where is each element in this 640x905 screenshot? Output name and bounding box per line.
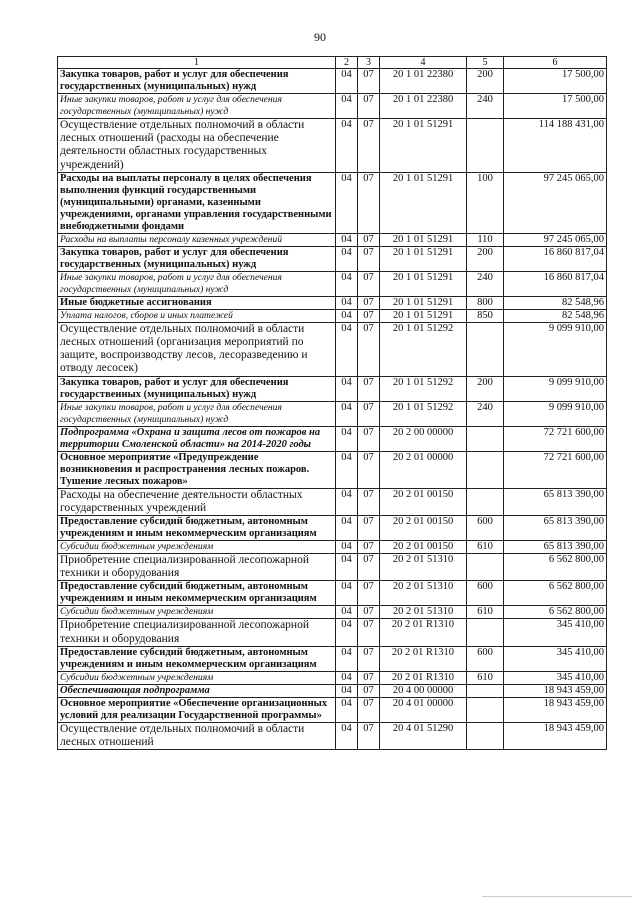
cell-subsection: 07 bbox=[358, 684, 380, 697]
scan-artifact-line bbox=[482, 896, 632, 897]
cell-target-article: 20 1 01 51291 bbox=[380, 296, 467, 309]
table-row bbox=[58, 451, 607, 488]
cell-name: Приобретение специализированной лесопожарной техники и оборудования bbox=[58, 619, 336, 646]
cell-expense-type: 200 bbox=[467, 376, 504, 401]
table-row bbox=[58, 697, 607, 722]
table-row bbox=[58, 488, 607, 515]
cell-name: Субсидии бюджетным учреждениям bbox=[58, 541, 336, 554]
table-row bbox=[58, 541, 607, 554]
cell-expense-type: 600 bbox=[467, 581, 504, 606]
cell-name: Иные закупки товаров, работ и услуг для обеспечения государственных (муниципальных) нужд bbox=[58, 94, 336, 119]
table-row bbox=[58, 271, 607, 296]
table-row bbox=[58, 671, 607, 684]
cell-section: 04 bbox=[336, 697, 358, 722]
cell-amount: 114 188 431,00 bbox=[504, 119, 607, 173]
cell-amount: 82 548,96 bbox=[504, 309, 607, 322]
cell-subsection: 07 bbox=[358, 69, 380, 94]
cell-name: Расходы на выплаты персоналу в целях обеспечения выполнения функций государственными (муниципальными) органами, казенными учреждениями, органами управления государственными внебюджетными фондами bbox=[58, 172, 336, 233]
cell-name: Обеспечивающая подпрограмма bbox=[58, 684, 336, 697]
cell-amount: 9 099 910,00 bbox=[504, 322, 607, 376]
cell-target-article: 20 2 01 51310 bbox=[380, 606, 467, 619]
header-cell-expense-type: 5 bbox=[467, 57, 504, 69]
cell-target-article: 20 1 01 51291 bbox=[380, 246, 467, 271]
cell-subsection: 07 bbox=[358, 451, 380, 488]
table-row bbox=[58, 322, 607, 376]
cell-subsection: 07 bbox=[358, 309, 380, 322]
cell-target-article: 20 2 01 51310 bbox=[380, 554, 467, 581]
cell-target-article: 20 4 01 00000 bbox=[380, 697, 467, 722]
table-row bbox=[58, 309, 607, 322]
cell-section: 04 bbox=[336, 451, 358, 488]
cell-section: 04 bbox=[336, 94, 358, 119]
cell-amount: 6 562 800,00 bbox=[504, 581, 607, 606]
cell-amount: 9 099 910,00 bbox=[504, 401, 607, 426]
cell-amount: 72 721 600,00 bbox=[504, 451, 607, 488]
cell-subsection: 07 bbox=[358, 296, 380, 309]
cell-section: 04 bbox=[336, 271, 358, 296]
cell-amount: 345 410,00 bbox=[504, 619, 607, 646]
cell-expense-type: 800 bbox=[467, 296, 504, 309]
cell-expense-type bbox=[467, 488, 504, 515]
cell-expense-type: 240 bbox=[467, 271, 504, 296]
cell-amount: 65 813 390,00 bbox=[504, 541, 607, 554]
cell-section: 04 bbox=[336, 376, 358, 401]
cell-subsection: 07 bbox=[358, 246, 380, 271]
cell-target-article: 20 1 01 51292 bbox=[380, 376, 467, 401]
cell-subsection: 07 bbox=[358, 581, 380, 606]
cell-subsection: 07 bbox=[358, 119, 380, 173]
cell-amount: 97 245 065,00 bbox=[504, 172, 607, 233]
cell-expense-type: 610 bbox=[467, 671, 504, 684]
cell-target-article: 20 2 01 R1310 bbox=[380, 619, 467, 646]
cell-amount: 18 943 459,00 bbox=[504, 684, 607, 697]
cell-section: 04 bbox=[336, 722, 358, 749]
cell-name: Осуществление отдельных полномочий в области лесных отношений (организация мероприятий по защите, воспроизводству лесов, лесоразведению и отводу лесосек) bbox=[58, 322, 336, 376]
cell-amount: 17 500,00 bbox=[504, 94, 607, 119]
cell-section: 04 bbox=[336, 119, 358, 173]
cell-name: Подпрограмма «Охрана и защита лесов от пожаров на территории Смоленской области» на 2014-2020 годы bbox=[58, 426, 336, 451]
cell-amount: 345 410,00 bbox=[504, 671, 607, 684]
cell-target-article: 20 4 01 51290 bbox=[380, 722, 467, 749]
cell-target-article: 20 2 01 00150 bbox=[380, 541, 467, 554]
cell-name: Предоставление субсидий бюджетным, автономным учреждениям и иным некоммерческим организациям bbox=[58, 516, 336, 541]
cell-expense-type: 850 bbox=[467, 309, 504, 322]
cell-target-article: 20 2 01 00000 bbox=[380, 451, 467, 488]
cell-name: Предоставление субсидий бюджетным, автономным учреждениям и иным некоммерческим организациям bbox=[58, 646, 336, 671]
cell-subsection: 07 bbox=[358, 697, 380, 722]
cell-section: 04 bbox=[336, 426, 358, 451]
cell-expense-type: 200 bbox=[467, 246, 504, 271]
cell-target-article: 20 1 01 51291 bbox=[380, 172, 467, 233]
cell-name: Закупка товаров, работ и услуг для обеспечения государственных (муниципальных) нужд bbox=[58, 246, 336, 271]
cell-target-article: 20 1 01 22380 bbox=[380, 69, 467, 94]
cell-name: Расходы на выплаты персоналу казенных учреждений bbox=[58, 233, 336, 246]
cell-amount: 97 245 065,00 bbox=[504, 233, 607, 246]
table-row bbox=[58, 376, 607, 401]
cell-section: 04 bbox=[336, 69, 358, 94]
cell-expense-type: 240 bbox=[467, 94, 504, 119]
table-row bbox=[58, 94, 607, 119]
cell-section: 04 bbox=[336, 671, 358, 684]
cell-subsection: 07 bbox=[358, 322, 380, 376]
cell-section: 04 bbox=[336, 684, 358, 697]
cell-name: Расходы на обеспечение деятельности областных государственных учреждений bbox=[58, 488, 336, 515]
cell-target-article: 20 4 00 00000 bbox=[380, 684, 467, 697]
cell-expense-type bbox=[467, 426, 504, 451]
cell-amount: 17 500,00 bbox=[504, 69, 607, 94]
cell-subsection: 07 bbox=[358, 554, 380, 581]
header-cell-subsection: 3 bbox=[358, 57, 380, 69]
table-row bbox=[58, 233, 607, 246]
cell-expense-type bbox=[467, 119, 504, 173]
table-row bbox=[58, 172, 607, 233]
header-cell-name: 1 bbox=[58, 57, 336, 69]
table-row bbox=[58, 646, 607, 671]
cell-target-article: 20 1 01 51291 bbox=[380, 271, 467, 296]
cell-expense-type: 240 bbox=[467, 401, 504, 426]
cell-subsection: 07 bbox=[358, 516, 380, 541]
cell-section: 04 bbox=[336, 541, 358, 554]
cell-name: Основное мероприятие «Обеспечение организационных условий для реализации Государственной программы» bbox=[58, 697, 336, 722]
cell-name: Приобретение специализированной лесопожарной техники и оборудования bbox=[58, 554, 336, 581]
cell-target-article: 20 2 01 51310 bbox=[380, 581, 467, 606]
table-row bbox=[58, 722, 607, 749]
cell-subsection: 07 bbox=[358, 541, 380, 554]
cell-section: 04 bbox=[336, 401, 358, 426]
cell-section: 04 bbox=[336, 646, 358, 671]
cell-name: Осуществление отдельных полномочий в области лесных отношений bbox=[58, 722, 336, 749]
cell-subsection: 07 bbox=[358, 233, 380, 246]
cell-expense-type bbox=[467, 619, 504, 646]
cell-section: 04 bbox=[336, 606, 358, 619]
cell-target-article: 20 1 01 51292 bbox=[380, 322, 467, 376]
cell-target-article: 20 1 01 51291 bbox=[380, 309, 467, 322]
budget-table bbox=[57, 56, 607, 750]
cell-expense-type bbox=[467, 697, 504, 722]
cell-target-article: 20 1 01 51291 bbox=[380, 233, 467, 246]
table-row bbox=[58, 246, 607, 271]
table-row bbox=[58, 606, 607, 619]
cell-subsection: 07 bbox=[358, 426, 380, 451]
cell-expense-type bbox=[467, 322, 504, 376]
cell-section: 04 bbox=[336, 172, 358, 233]
cell-target-article: 20 1 01 51291 bbox=[380, 119, 467, 173]
table-row bbox=[58, 401, 607, 426]
cell-name: Закупка товаров, работ и услуг для обеспечения государственных (муниципальных) нужд bbox=[58, 376, 336, 401]
cell-subsection: 07 bbox=[358, 619, 380, 646]
table-row bbox=[58, 119, 607, 173]
cell-target-article: 20 1 01 22380 bbox=[380, 94, 467, 119]
cell-name: Иные закупки товаров, работ и услуг для обеспечения государственных (муниципальных) нужд bbox=[58, 271, 336, 296]
cell-expense-type: 610 bbox=[467, 541, 504, 554]
cell-amount: 6 562 800,00 bbox=[504, 554, 607, 581]
cell-subsection: 07 bbox=[358, 606, 380, 619]
cell-amount: 18 943 459,00 bbox=[504, 697, 607, 722]
cell-name: Уплата налогов, сборов и иных платежей bbox=[58, 309, 336, 322]
table-row bbox=[58, 69, 607, 94]
cell-section: 04 bbox=[336, 488, 358, 515]
cell-expense-type bbox=[467, 722, 504, 749]
cell-section: 04 bbox=[336, 309, 358, 322]
cell-amount: 72 721 600,00 bbox=[504, 426, 607, 451]
cell-expense-type: 200 bbox=[467, 69, 504, 94]
header-cell-section: 2 bbox=[336, 57, 358, 69]
cell-subsection: 07 bbox=[358, 94, 380, 119]
table-row bbox=[58, 296, 607, 309]
cell-subsection: 07 bbox=[358, 488, 380, 515]
cell-name: Иные бюджетные ассигнования bbox=[58, 296, 336, 309]
cell-subsection: 07 bbox=[358, 401, 380, 426]
table-row bbox=[58, 516, 607, 541]
cell-target-article: 20 2 01 00150 bbox=[380, 488, 467, 515]
cell-target-article: 20 2 01 R1310 bbox=[380, 671, 467, 684]
cell-amount: 82 548,96 bbox=[504, 296, 607, 309]
cell-target-article: 20 2 01 00150 bbox=[380, 516, 467, 541]
cell-name: Основное мероприятие «Предупреждение возникновения и распространения лесных пожаров. Тушение лесных пожаров» bbox=[58, 451, 336, 488]
cell-target-article: 20 2 01 R1310 bbox=[380, 646, 467, 671]
cell-expense-type: 100 bbox=[467, 172, 504, 233]
header-row bbox=[58, 57, 607, 69]
cell-section: 04 bbox=[336, 322, 358, 376]
cell-subsection: 07 bbox=[358, 271, 380, 296]
cell-name: Предоставление субсидий бюджетным, автономным учреждениям и иным некоммерческим организациям bbox=[58, 581, 336, 606]
cell-section: 04 bbox=[336, 246, 358, 271]
cell-amount: 65 813 390,00 bbox=[504, 516, 607, 541]
table-row bbox=[58, 581, 607, 606]
cell-expense-type bbox=[467, 451, 504, 488]
cell-amount: 6 562 800,00 bbox=[504, 606, 607, 619]
cell-name: Закупка товаров, работ и услуг для обеспечения государственных (муниципальных) нужд bbox=[58, 69, 336, 94]
cell-expense-type: 600 bbox=[467, 516, 504, 541]
cell-expense-type: 110 bbox=[467, 233, 504, 246]
cell-name: Субсидии бюджетным учреждениям bbox=[58, 606, 336, 619]
cell-section: 04 bbox=[336, 516, 358, 541]
table-row bbox=[58, 684, 607, 697]
cell-section: 04 bbox=[336, 619, 358, 646]
cell-subsection: 07 bbox=[358, 671, 380, 684]
cell-name: Иные закупки товаров, работ и услуг для обеспечения государственных (муниципальных) нужд bbox=[58, 401, 336, 426]
header-cell-target-article: 4 bbox=[380, 57, 467, 69]
cell-amount: 9 099 910,00 bbox=[504, 376, 607, 401]
cell-section: 04 bbox=[336, 233, 358, 246]
cell-amount: 345 410,00 bbox=[504, 646, 607, 671]
cell-name: Субсидии бюджетным учреждениям bbox=[58, 671, 336, 684]
header-cell-amount: 6 bbox=[504, 57, 607, 69]
cell-amount: 16 860 817,04 bbox=[504, 246, 607, 271]
table-row bbox=[58, 619, 607, 646]
page-number: 90 bbox=[314, 30, 326, 44]
cell-section: 04 bbox=[336, 296, 358, 309]
table-body bbox=[58, 69, 607, 750]
cell-section: 04 bbox=[336, 554, 358, 581]
cell-expense-type bbox=[467, 684, 504, 697]
table-row bbox=[58, 554, 607, 581]
cell-amount: 18 943 459,00 bbox=[504, 722, 607, 749]
cell-subsection: 07 bbox=[358, 376, 380, 401]
cell-subsection: 07 bbox=[358, 722, 380, 749]
cell-section: 04 bbox=[336, 581, 358, 606]
cell-expense-type: 610 bbox=[467, 606, 504, 619]
table-row bbox=[58, 426, 607, 451]
cell-target-article: 20 2 00 00000 bbox=[380, 426, 467, 451]
cell-name: Осуществление отдельных полномочий в области лесных отношений (расходы на обеспечение деятельности областных государственных учреждений) bbox=[58, 119, 336, 173]
cell-amount: 16 860 817,04 bbox=[504, 271, 607, 296]
cell-expense-type: 600 bbox=[467, 646, 504, 671]
cell-target-article: 20 1 01 51292 bbox=[380, 401, 467, 426]
cell-subsection: 07 bbox=[358, 646, 380, 671]
cell-amount: 65 813 390,00 bbox=[504, 488, 607, 515]
cell-expense-type bbox=[467, 554, 504, 581]
cell-subsection: 07 bbox=[358, 172, 380, 233]
